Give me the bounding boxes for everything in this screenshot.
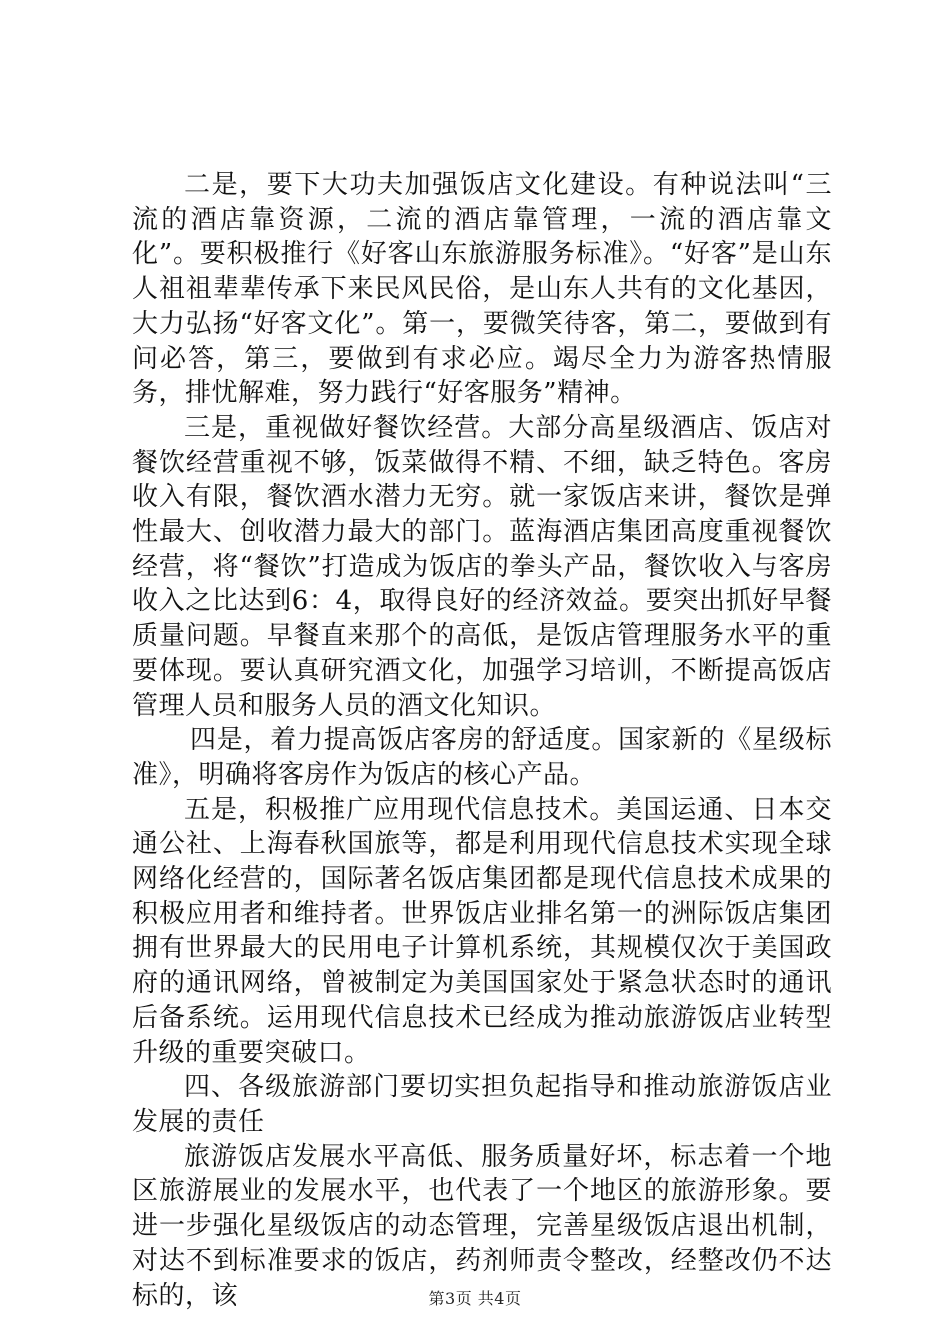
paragraph-development-level: 旅游饭店发展水平高低、服务质量好坏，标志着一个地区旅游展业的发展水平，也代表了一个地区的旅游形象。要进一步强化星级饭店的动态管理，完善星级饭店退出机制，对达不到标准要求的饭店，药剂师责令整改，经整改仍不达标的，该 <box>132 1141 832 1311</box>
paragraph-catering: 三是，重视做好餐饮经营。大部分高星级酒店、饭店对餐饮经营重视不够，饭菜做得不精、不细，缺乏特色。客房收入有限，餐饮酒水潜力无穷。就一家饭店来讲，餐饮是弹性最大、创收潜力最大的部门。蓝海酒店集团高度重视餐饮经营，将“餐饮”打造成为饭店的拳头产品，餐饮收入与客房收入之比达到6：4，取得良好的经济效益。要突出抓好早餐质量问题。早餐直来那个的高低，是饭店管理服务水平的重要体现。要认真研究酒文化，加强学习培训，不断提高饭店管理人员和服务人员的酒文化知识。 <box>132 412 832 721</box>
document-body <box>132 168 832 1313</box>
paragraph-guest-rooms: 四是，着力提高饭店客房的舒适度。国家新的《星级标准》，明确将客房作为饭店的核心产品。 <box>132 725 832 790</box>
section-heading-four: 四、各级旅游部门要切实担负起指导和推动旅游饭店业发展的责任 <box>132 1072 832 1137</box>
page-footer: 第3页 共4页 <box>428 1289 522 1308</box>
paragraph-information-technology: 五是，积极推广应用现代信息技术。美国运通、日本交通公社、上海春秋国旅等，都是利用现代信息技术实现全球网络化经营的，国际著名饭店集团都是现代信息技术成果的积极应用者和维持者。世界饭店业排名第一的洲际饭店集团拥有世界最大的民用电子计算机系统，其规模仅次于美国政府的通讯网络，曾被制定为美国国家处于紧急状态时的通讯后备系统。运用现代信息技术已经成为推动旅游饭店业转型升级的重要突破口。 <box>132 794 832 1068</box>
paragraph-culture: 二是，要下大功夫加强饭店文化建设。有种说法叫“三流的酒店靠资源，二流的酒店靠管理，一流的酒店靠文化”。要积极推行《好客山东旅游服务标准》。“好客”是山东人祖祖辈辈传承下来民风民俗，是山东人共有的文化基因，大力弘扬“好客文化”。第一，要微笑待客，第二，要做到有问必答，第三，要做到有求必应。竭尽全力为游客热情服务，排忧解难，努力践行“好客服务”精神。 <box>132 170 832 409</box>
